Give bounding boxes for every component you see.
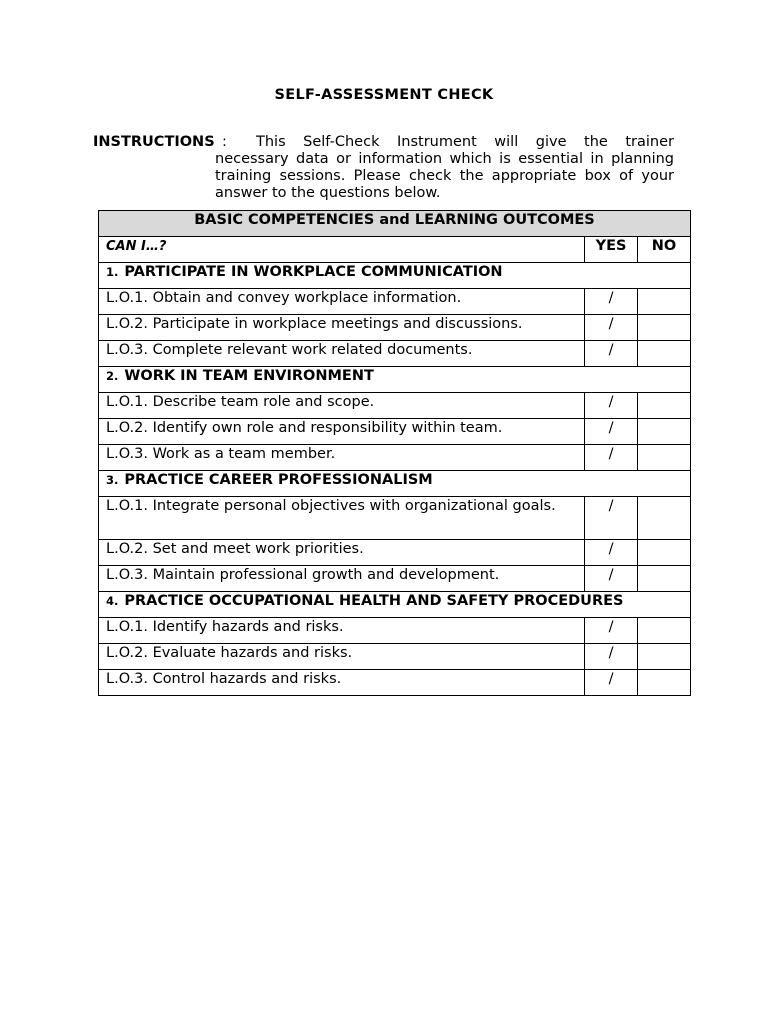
outcome-row (99, 445, 691, 471)
no-column-header: NO (638, 237, 691, 263)
yes-checkbox[interactable]: / (585, 289, 638, 315)
outcome-row (99, 670, 691, 696)
yes-checkbox[interactable]: / (585, 566, 638, 592)
section-number: 4. (106, 594, 119, 608)
instructions-label: INSTRUCTIONS (93, 134, 215, 150)
section-title: PRACTICE OCCUPATIONAL HEALTH AND SAFETY PROCEDURES (124, 593, 624, 609)
no-checkbox[interactable] (638, 670, 691, 696)
outcome-row (99, 341, 691, 367)
instructions-text: This Self-Check Instrument will give the trainer necessary data or information which is essential in planning training sessions. Please check the appropriate box of your answer to the questions below. (215, 134, 674, 201)
yes-checkbox[interactable]: / (585, 644, 638, 670)
no-checkbox[interactable] (638, 289, 691, 315)
yes-checkbox[interactable]: / (585, 618, 638, 644)
section-title-cell (99, 592, 691, 618)
no-checkbox[interactable] (638, 315, 691, 341)
outcome-row (99, 315, 691, 341)
outcome-row (99, 644, 691, 670)
outcome-row (99, 419, 691, 445)
can-i-header: CAN I…? (99, 237, 585, 263)
outcome-text: L.O.3. Complete relevant work related documents. (99, 341, 585, 367)
section-number: 2. (106, 369, 119, 383)
no-checkbox[interactable] (638, 644, 691, 670)
outcome-text: L.O.1. Identify hazards and risks. (99, 618, 585, 644)
section-row (99, 592, 691, 618)
no-checkbox[interactable] (638, 618, 691, 644)
section-title-cell (99, 471, 691, 497)
outcome-text: L.O.1. Describe team role and scope. (99, 393, 585, 419)
outcome-text: L.O.3. Work as a team member. (99, 445, 585, 471)
outcome-row (99, 497, 691, 540)
section-title-cell (99, 263, 691, 289)
no-checkbox[interactable] (638, 497, 691, 540)
outcome-text: L.O.1. Obtain and convey workplace information. (99, 289, 585, 315)
outcome-row (99, 618, 691, 644)
column-header-row (99, 237, 691, 263)
outcome-row (99, 540, 691, 566)
yes-checkbox[interactable]: / (585, 540, 638, 566)
outcome-row (99, 566, 691, 592)
section-title: PARTICIPATE IN WORKPLACE COMMUNICATION (124, 264, 503, 280)
section-number: 1. (106, 265, 119, 279)
instructions-colon: : (222, 134, 227, 150)
outcome-text: L.O.2. Evaluate hazards and risks. (99, 644, 585, 670)
outcome-text: L.O.2. Set and meet work priorities. (99, 540, 585, 566)
no-checkbox[interactable] (638, 393, 691, 419)
yes-checkbox[interactable]: / (585, 419, 638, 445)
section-title: PRACTICE CAREER PROFESSIONALISM (124, 472, 433, 488)
yes-checkbox[interactable]: / (585, 393, 638, 419)
no-checkbox[interactable] (638, 540, 691, 566)
section-row (99, 471, 691, 497)
yes-checkbox[interactable]: / (585, 445, 638, 471)
table-header-row (99, 211, 691, 237)
no-checkbox[interactable] (638, 419, 691, 445)
table-header: BASIC COMPETENCIES and LEARNING OUTCOMES (99, 211, 691, 237)
section-number: 3. (106, 473, 119, 487)
no-checkbox[interactable] (638, 566, 691, 592)
yes-checkbox[interactable]: / (585, 497, 638, 540)
section-title-cell (99, 367, 691, 393)
section-row (99, 367, 691, 393)
page-title: SELF-ASSESSMENT CHECK (274, 87, 494, 103)
outcome-row (99, 289, 691, 315)
no-checkbox[interactable] (638, 341, 691, 367)
section-title: WORK IN TEAM ENVIRONMENT (124, 368, 374, 384)
outcome-text: L.O.3. Control hazards and risks. (99, 670, 585, 696)
outcome-text: L.O.2. Participate in workplace meetings and discussions. (99, 315, 585, 341)
yes-checkbox[interactable]: / (585, 315, 638, 341)
self-assessment-table (98, 210, 691, 696)
outcome-text: L.O.1. Integrate personal objectives with organizational goals. (99, 497, 585, 540)
outcome-text: L.O.3. Maintain professional growth and development. (99, 566, 585, 592)
outcome-row (99, 393, 691, 419)
section-row (99, 263, 691, 289)
outcome-text: L.O.2. Identify own role and responsibility within team. (99, 419, 585, 445)
yes-checkbox[interactable]: / (585, 670, 638, 696)
yes-checkbox[interactable]: / (585, 341, 638, 367)
yes-column-header: YES (585, 237, 638, 263)
no-checkbox[interactable] (638, 445, 691, 471)
